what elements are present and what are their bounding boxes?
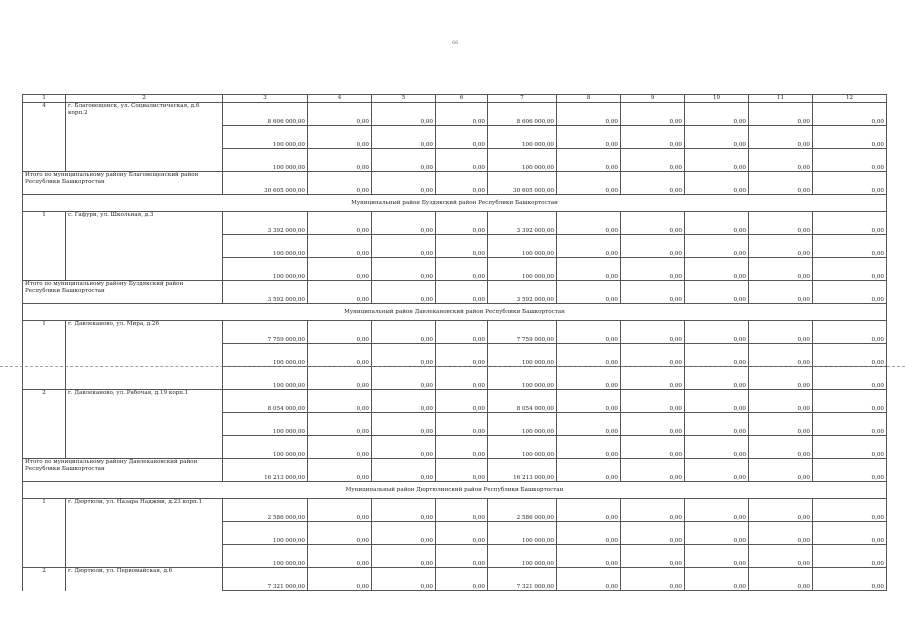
amount-cell: 0,00 <box>308 235 372 258</box>
amount-cell: 0,00 <box>372 321 436 344</box>
amount-cell: 7 759 000,00 <box>223 321 308 344</box>
table-row <box>23 499 887 522</box>
object-index: 2 <box>23 390 66 413</box>
total-amount: 0,00 <box>813 459 887 482</box>
total-amount: 0,00 <box>621 459 685 482</box>
amount-cell: 0,00 <box>436 344 488 367</box>
amount-cell: 0,00 <box>557 321 621 344</box>
object-index <box>23 126 66 149</box>
amount-cell: 0,00 <box>308 344 372 367</box>
object-address <box>66 235 223 258</box>
column-number: 8 <box>557 95 621 103</box>
amount-cell: 0,00 <box>372 103 436 126</box>
total-row <box>23 459 887 482</box>
column-number: 11 <box>749 95 813 103</box>
amount-cell: 0,00 <box>685 499 749 522</box>
object-address <box>66 344 223 367</box>
object-address <box>66 436 223 459</box>
amount-cell: 0,00 <box>557 545 621 568</box>
amount-cell: 0,00 <box>372 522 436 545</box>
object-address: г. Дюртюли, ул. Назара Наджми, д.23 корп.1 <box>66 499 223 522</box>
column-number: 9 <box>621 95 685 103</box>
total-label: Итого по муниципальному району Благовещенский район Республики Башкортостан <box>23 172 223 195</box>
section-title: Муниципальный район Буздякский район Республики Башкортостан <box>23 195 887 212</box>
amount-cell: 0,00 <box>621 367 685 390</box>
amount-cell: 0,00 <box>308 367 372 390</box>
amount-cell: 0,00 <box>436 413 488 436</box>
amount-cell: 100 000,00 <box>223 235 308 258</box>
total-amount: 30 605 000,00 <box>488 172 557 195</box>
total-amount: 0,00 <box>372 459 436 482</box>
amount-cell: 0,00 <box>685 568 749 591</box>
total-amount: 0,00 <box>557 281 621 304</box>
amount-cell: 100 000,00 <box>223 413 308 436</box>
amount-cell: 100 000,00 <box>488 522 557 545</box>
amount-cell: 0,00 <box>436 235 488 258</box>
object-index <box>23 235 66 258</box>
amount-cell: 100 000,00 <box>488 436 557 459</box>
amount-cell: 0,00 <box>813 103 887 126</box>
amount-cell: 100 000,00 <box>223 344 308 367</box>
amount-cell: 7 321 000,00 <box>223 568 308 591</box>
object-index <box>23 258 66 281</box>
amount-cell: 0,00 <box>436 103 488 126</box>
amount-cell: 0,00 <box>372 436 436 459</box>
section-title-row <box>23 195 887 212</box>
scan-artifact-line <box>0 366 905 367</box>
amount-cell: 0,00 <box>557 235 621 258</box>
table-row <box>23 321 887 344</box>
total-amount: 3 592 000,00 <box>488 281 557 304</box>
amount-cell: 0,00 <box>685 522 749 545</box>
table-row <box>23 413 887 436</box>
amount-cell: 2 586 000,00 <box>488 499 557 522</box>
table-row <box>23 344 887 367</box>
amount-cell: 0,00 <box>436 568 488 591</box>
table-row <box>23 258 887 281</box>
table-row <box>23 212 887 235</box>
total-amount: 3 592 000,00 <box>223 281 308 304</box>
amount-cell: 0,00 <box>749 321 813 344</box>
amount-cell: 0,00 <box>557 367 621 390</box>
amount-cell: 0,00 <box>557 499 621 522</box>
amount-cell: 0,00 <box>308 390 372 413</box>
total-amount: 30 605 000,00 <box>223 172 308 195</box>
table-row <box>23 126 887 149</box>
amount-cell: 0,00 <box>436 126 488 149</box>
total-amount: 0,00 <box>557 172 621 195</box>
amount-cell: 100 000,00 <box>488 235 557 258</box>
amount-cell: 0,00 <box>308 413 372 436</box>
amount-cell: 0,00 <box>557 344 621 367</box>
object-index <box>23 436 66 459</box>
object-index: 4 <box>23 103 66 126</box>
amount-cell: 0,00 <box>749 545 813 568</box>
amount-cell: 0,00 <box>813 149 887 172</box>
amount-cell: 0,00 <box>436 522 488 545</box>
object-index: 1 <box>23 499 66 522</box>
amount-cell: 0,00 <box>813 126 887 149</box>
object-index: 1 <box>23 212 66 235</box>
object-index <box>23 149 66 172</box>
amount-cell: 8 606 000,00 <box>488 103 557 126</box>
amount-cell: 0,00 <box>557 149 621 172</box>
amount-cell: 0,00 <box>813 258 887 281</box>
amount-cell: 0,00 <box>685 321 749 344</box>
amount-cell: 0,00 <box>685 413 749 436</box>
amount-cell: 8 054 000,00 <box>223 390 308 413</box>
total-amount: 0,00 <box>308 459 372 482</box>
column-number: 7 <box>488 95 557 103</box>
amount-cell: 100 000,00 <box>488 126 557 149</box>
amount-cell: 0,00 <box>436 212 488 235</box>
total-amount: 0,00 <box>436 172 488 195</box>
amount-cell: 7 321 000,00 <box>488 568 557 591</box>
total-amount: 16 213 000,00 <box>488 459 557 482</box>
amount-cell: 0,00 <box>749 258 813 281</box>
amount-cell: 0,00 <box>372 344 436 367</box>
object-index <box>23 522 66 545</box>
amount-cell: 0,00 <box>557 436 621 459</box>
amount-cell: 0,00 <box>621 126 685 149</box>
amount-cell: 0,00 <box>557 413 621 436</box>
amount-cell: 100 000,00 <box>488 149 557 172</box>
amount-cell: 0,00 <box>685 390 749 413</box>
column-number: 1 <box>23 95 66 103</box>
amount-cell: 0,00 <box>685 126 749 149</box>
amount-cell: 0,00 <box>813 545 887 568</box>
amount-cell: 0,00 <box>621 235 685 258</box>
amount-cell: 0,00 <box>813 344 887 367</box>
amount-cell: 2 586 000,00 <box>223 499 308 522</box>
amount-cell: 0,00 <box>372 258 436 281</box>
amount-cell: 0,00 <box>813 390 887 413</box>
amount-cell: 0,00 <box>621 103 685 126</box>
amount-cell: 0,00 <box>749 413 813 436</box>
amount-cell: 0,00 <box>685 344 749 367</box>
amount-cell: 0,00 <box>749 235 813 258</box>
table-row <box>23 367 887 390</box>
amount-cell: 0,00 <box>685 149 749 172</box>
object-index <box>23 413 66 436</box>
amount-cell: 0,00 <box>813 436 887 459</box>
total-amount: 0,00 <box>308 281 372 304</box>
amount-cell: 0,00 <box>813 499 887 522</box>
amount-cell: 0,00 <box>557 568 621 591</box>
total-amount: 0,00 <box>436 281 488 304</box>
amount-cell: 0,00 <box>813 321 887 344</box>
column-number: 2 <box>66 95 223 103</box>
amount-cell: 100 000,00 <box>488 413 557 436</box>
amount-cell: 0,00 <box>308 126 372 149</box>
amount-cell: 0,00 <box>749 126 813 149</box>
section-title-row <box>23 304 887 321</box>
total-amount: 0,00 <box>436 459 488 482</box>
amount-cell: 0,00 <box>372 126 436 149</box>
amount-cell: 0,00 <box>372 568 436 591</box>
amount-cell: 0,00 <box>436 545 488 568</box>
total-row <box>23 172 887 195</box>
object-address: г. Благовещенск, ул. Социалистическая, д.6 корп.2 <box>66 103 223 126</box>
amount-cell: 0,00 <box>685 545 749 568</box>
amount-cell: 3 392 000,00 <box>223 212 308 235</box>
total-amount: 0,00 <box>813 281 887 304</box>
amount-cell: 0,00 <box>436 258 488 281</box>
amount-cell: 0,00 <box>372 235 436 258</box>
table-row <box>23 149 887 172</box>
amount-cell: 0,00 <box>308 321 372 344</box>
amount-cell: 0,00 <box>308 568 372 591</box>
amount-cell: 0,00 <box>308 436 372 459</box>
header-row <box>23 95 887 103</box>
amount-cell: 0,00 <box>685 367 749 390</box>
amount-cell: 0,00 <box>813 212 887 235</box>
amount-cell: 0,00 <box>436 321 488 344</box>
amount-cell: 0,00 <box>749 212 813 235</box>
total-amount: 0,00 <box>308 172 372 195</box>
object-address <box>66 522 223 545</box>
table-row <box>23 103 887 126</box>
amount-cell: 0,00 <box>557 522 621 545</box>
object-index: 2 <box>23 568 66 591</box>
amount-cell: 0,00 <box>436 499 488 522</box>
amount-cell: 0,00 <box>372 390 436 413</box>
amount-cell: 0,00 <box>749 436 813 459</box>
total-label: Итого по муниципальному району Давлекановский район Республики Башкортостан <box>23 459 223 482</box>
total-amount: 0,00 <box>685 172 749 195</box>
amount-cell: 0,00 <box>372 499 436 522</box>
amount-cell: 8 054 000,00 <box>488 390 557 413</box>
total-row <box>23 281 887 304</box>
amount-cell: 0,00 <box>749 344 813 367</box>
amount-cell: 0,00 <box>372 367 436 390</box>
amount-cell: 0,00 <box>621 212 685 235</box>
amount-cell: 0,00 <box>621 522 685 545</box>
object-address: г. Давлеканово, ул. Мира, д.26 <box>66 321 223 344</box>
amount-cell: 0,00 <box>749 103 813 126</box>
amount-cell: 0,00 <box>621 390 685 413</box>
total-amount: 0,00 <box>372 172 436 195</box>
section-title: Муниципальный район Дюртюлинский район Республики Башкортостан <box>23 482 887 499</box>
amount-cell: 0,00 <box>308 522 372 545</box>
object-address <box>66 413 223 436</box>
object-address: г. Давлеканово, ул. Рабочая, д.19 корп.1 <box>66 390 223 413</box>
table-row <box>23 545 887 568</box>
amount-cell: 100 000,00 <box>488 258 557 281</box>
amount-cell: 0,00 <box>749 499 813 522</box>
total-amount: 0,00 <box>621 281 685 304</box>
object-index <box>23 344 66 367</box>
amount-cell: 0,00 <box>749 149 813 172</box>
amount-cell: 0,00 <box>685 258 749 281</box>
object-index <box>23 545 66 568</box>
amount-cell: 0,00 <box>749 522 813 545</box>
total-amount: 0,00 <box>372 281 436 304</box>
column-number: 5 <box>372 95 436 103</box>
amount-cell: 0,00 <box>557 126 621 149</box>
amount-cell: 0,00 <box>621 436 685 459</box>
amount-cell: 100 000,00 <box>223 545 308 568</box>
table-row <box>23 235 887 258</box>
object-address <box>66 149 223 172</box>
total-amount: 0,00 <box>557 459 621 482</box>
total-amount: 0,00 <box>621 172 685 195</box>
total-amount: 0,00 <box>749 172 813 195</box>
amount-cell: 0,00 <box>685 235 749 258</box>
amount-cell: 0,00 <box>685 103 749 126</box>
amount-cell: 0,00 <box>436 149 488 172</box>
amount-cell: 0,00 <box>813 413 887 436</box>
amount-cell: 100 000,00 <box>223 436 308 459</box>
amount-cell: 0,00 <box>621 568 685 591</box>
amount-cell: 3 392 000,00 <box>488 212 557 235</box>
amount-cell: 0,00 <box>308 499 372 522</box>
page-number: 66 <box>452 40 459 46</box>
amount-cell: 100 000,00 <box>223 522 308 545</box>
amount-cell: 0,00 <box>685 436 749 459</box>
amount-cell: 100 000,00 <box>223 149 308 172</box>
amount-cell: 0,00 <box>372 545 436 568</box>
amount-cell: 0,00 <box>621 499 685 522</box>
total-amount: 0,00 <box>685 459 749 482</box>
table-row <box>23 436 887 459</box>
amount-cell: 7 759 000,00 <box>488 321 557 344</box>
amount-cell: 0,00 <box>813 568 887 591</box>
amount-cell: 0,00 <box>308 103 372 126</box>
amount-cell: 0,00 <box>436 367 488 390</box>
amount-cell: 0,00 <box>372 413 436 436</box>
total-amount: 0,00 <box>813 172 887 195</box>
amount-cell: 0,00 <box>813 522 887 545</box>
amount-cell: 0,00 <box>749 390 813 413</box>
amount-cell: 0,00 <box>436 436 488 459</box>
object-index <box>23 367 66 390</box>
total-amount: 0,00 <box>749 459 813 482</box>
table-row <box>23 390 887 413</box>
column-number: 6 <box>436 95 488 103</box>
total-amount: 0,00 <box>749 281 813 304</box>
section-title: Муниципальный район Давлекановский район Республики Башкортостан <box>23 304 887 321</box>
object-index: 1 <box>23 321 66 344</box>
amount-cell: 100 000,00 <box>223 126 308 149</box>
amount-cell: 0,00 <box>557 103 621 126</box>
amount-cell: 0,00 <box>557 212 621 235</box>
amount-cell: 0,00 <box>621 258 685 281</box>
total-amount: 16 213 000,00 <box>223 459 308 482</box>
amount-cell: 0,00 <box>749 568 813 591</box>
amount-cell: 0,00 <box>308 149 372 172</box>
amount-cell: 0,00 <box>436 390 488 413</box>
object-address <box>66 545 223 568</box>
amount-cell: 0,00 <box>308 545 372 568</box>
object-address <box>66 126 223 149</box>
amount-cell: 100 000,00 <box>223 367 308 390</box>
amount-cell: 0,00 <box>621 344 685 367</box>
amount-cell: 0,00 <box>621 545 685 568</box>
amount-cell: 100 000,00 <box>223 258 308 281</box>
object-address <box>66 258 223 281</box>
amount-cell: 0,00 <box>308 258 372 281</box>
budget-table <box>22 94 887 591</box>
object-address: г. Дюртюли, ул. Первомайская, д.6 <box>66 568 223 591</box>
amount-cell: 0,00 <box>621 149 685 172</box>
amount-cell: 0,00 <box>813 367 887 390</box>
amount-cell: 0,00 <box>813 235 887 258</box>
total-amount: 0,00 <box>685 281 749 304</box>
amount-cell: 0,00 <box>621 413 685 436</box>
object-address: с. Гафури, ул. Школьная, д.3 <box>66 212 223 235</box>
amount-cell: 0,00 <box>621 321 685 344</box>
amount-cell: 100 000,00 <box>488 367 557 390</box>
amount-cell: 0,00 <box>685 212 749 235</box>
amount-cell: 8 606 000,00 <box>223 103 308 126</box>
amount-cell: 0,00 <box>749 367 813 390</box>
amount-cell: 100 000,00 <box>488 545 557 568</box>
amount-cell: 0,00 <box>308 212 372 235</box>
table-row <box>23 522 887 545</box>
column-number: 3 <box>223 95 308 103</box>
amount-cell: 0,00 <box>557 390 621 413</box>
column-number: 4 <box>308 95 372 103</box>
amount-cell: 0,00 <box>557 258 621 281</box>
table-row <box>23 568 887 591</box>
total-label: Итого по муниципальному району Буздякский район Республики Башкортостан <box>23 281 223 304</box>
amount-cell: 0,00 <box>372 149 436 172</box>
column-number: 10 <box>685 95 749 103</box>
amount-cell: 0,00 <box>372 212 436 235</box>
section-title-row <box>23 482 887 499</box>
amount-cell: 100 000,00 <box>488 344 557 367</box>
column-number: 12 <box>813 95 887 103</box>
object-address <box>66 367 223 390</box>
